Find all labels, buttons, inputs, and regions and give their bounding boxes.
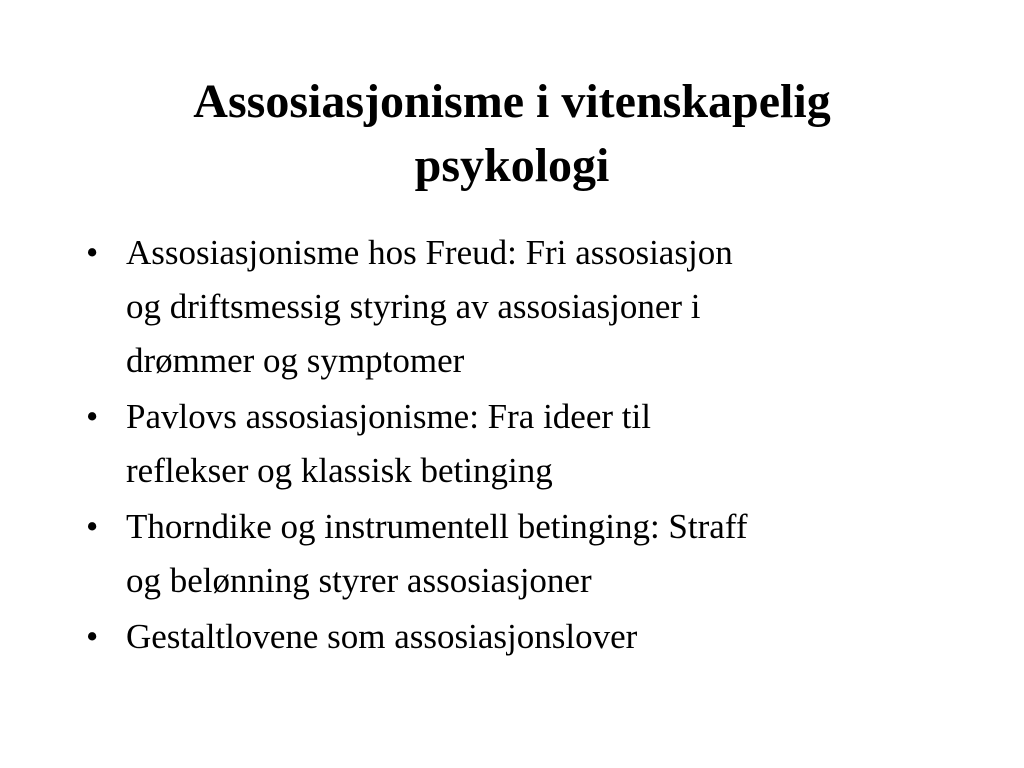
bullet-text-line: og driftsmessig styring av assosiasjoner i xyxy=(126,287,701,326)
bullet-text-line: Gestaltlovene som assosiasjonslover xyxy=(126,617,638,656)
bullet-text-line: Thorndike og instrumentell betinging: Straff xyxy=(126,507,748,546)
bullet-list xyxy=(84,226,964,666)
bullet-point-icon: • xyxy=(86,507,99,546)
bullet-point-icon: • xyxy=(86,397,99,436)
bullet-text-line: drømmer og symptomer xyxy=(126,341,465,380)
bullet-item-pavlov xyxy=(84,390,964,498)
bullet-text-line: Pavlovs assosiasjonisme: Fra ideer til xyxy=(126,397,651,436)
slide-title xyxy=(80,70,944,198)
bullet-point-icon: • xyxy=(86,617,99,656)
bullet-text-line: Assosiasjonisme hos Freud: Fri assosiasjon xyxy=(126,233,733,272)
bullet-point-icon: • xyxy=(86,233,99,272)
bullet-text-line: og belønning styrer assosiasjoner xyxy=(126,561,592,600)
bullet-item-thorndike xyxy=(84,500,964,608)
slide-title-line-1: Assosiasjonisme i vitenskapelig xyxy=(193,75,831,128)
bullet-item-gestalt xyxy=(84,610,964,664)
slide-title-line-2: psykologi xyxy=(414,139,610,192)
bullet-item-freud xyxy=(84,226,964,388)
bullet-text-line: reflekser og klassisk betinging xyxy=(126,451,553,490)
